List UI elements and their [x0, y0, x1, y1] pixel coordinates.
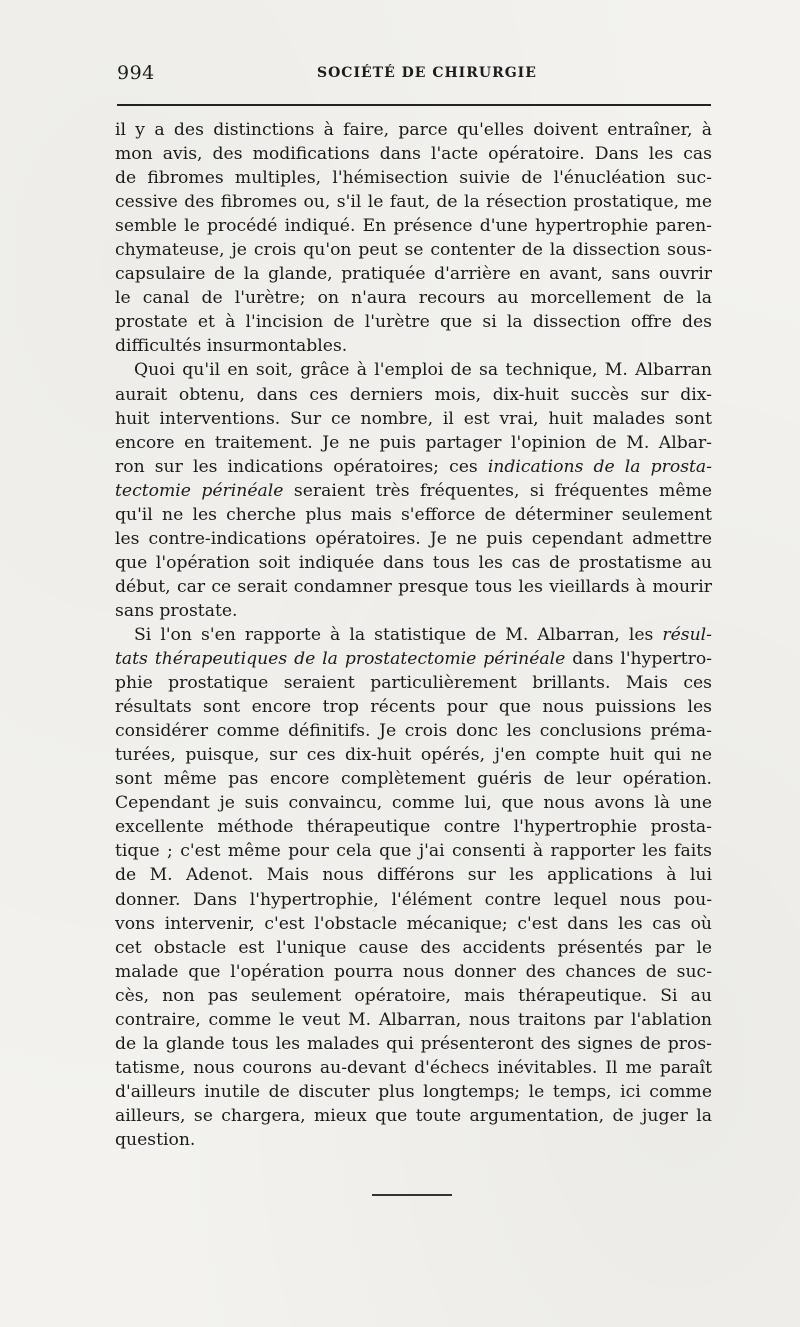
text-segment: sans prostate.	[115, 600, 238, 621]
text-segment: turées, puisque, sur ces dix-huit opérés, j'en compte huit qui ne	[115, 745, 712, 766]
text-segment: huit interventions. Sur ce nombre, il est vrai, huit malades sont	[115, 408, 712, 429]
text-segment: cet obstacle est l'unique cause des accidents présentés par le	[115, 937, 712, 958]
text-line	[115, 839, 712, 863]
text-line	[115, 1008, 712, 1032]
text-line	[115, 503, 712, 527]
text-line	[115, 695, 712, 719]
running-head	[117, 62, 711, 92]
text-line	[115, 671, 712, 695]
text-segment: de M. Adenot. Mais nous différons sur les applications à lui	[115, 865, 712, 886]
text-line	[115, 599, 712, 623]
text-line	[115, 647, 712, 671]
text-line	[115, 238, 712, 262]
text-line	[115, 815, 712, 839]
text-segment: le canal de l'urètre; on n'aura recours au morcellement de la	[115, 288, 712, 309]
text-line	[115, 214, 712, 238]
text-line	[115, 1080, 712, 1104]
text-segment: excellente méthode thérapeutique contre l'hypertrophie prosta-	[115, 817, 712, 838]
text-segment: encore en traitement. Je ne puis partager l'opinion de M. Albar-	[115, 432, 712, 453]
italic-text: tectomie périnéale	[115, 480, 284, 501]
text-segment: capsulaire de la glande, pratiquée d'arrière en avant, sans ouvrir	[115, 264, 712, 285]
text-line	[115, 407, 712, 431]
text-segment: résultats sont encore trop récents pour que nous puissions les	[115, 697, 712, 718]
text-segment: vons intervenir, c'est l'obstacle mécanique; c'est dans les cas où	[115, 913, 712, 934]
text-line	[115, 118, 712, 142]
text-line	[115, 383, 712, 407]
text-segment: question.	[115, 1129, 196, 1150]
text-segment: ailleurs, se chargera, mieux que toute argumentation, de juger la	[115, 1105, 712, 1126]
text-line	[115, 888, 712, 912]
text-line	[115, 190, 712, 214]
text-line	[115, 527, 712, 551]
text-segment: cès, non pas seulement opératoire, mais thérapeutique. Si au	[115, 985, 712, 1006]
text-segment: sont même pas encore complètement guéris de leur opération.	[115, 769, 712, 790]
text-line	[115, 912, 712, 936]
text-segment: prostate et à l'incision de l'urètre que si la dissection offre des	[115, 312, 712, 333]
text-segment: difficultés insurmontables.	[115, 336, 348, 357]
text-line	[115, 455, 712, 479]
text-line	[115, 1128, 712, 1152]
text-line	[115, 1056, 712, 1080]
text-segment: de la glande tous les malades qui présenteront des signes de pros-	[115, 1033, 712, 1054]
header-rule	[117, 104, 711, 106]
text-line	[115, 743, 712, 767]
text-line	[115, 1032, 712, 1056]
text-segment: mon avis, des modifications dans l'acte opératoire. Dans les cas	[115, 144, 712, 165]
text-line	[115, 286, 712, 310]
text-segment: cessive des fibromes ou, s'il le faut, de la résection prostatique, me	[115, 192, 712, 213]
text-line	[115, 719, 712, 743]
italic-text: résul-	[662, 624, 712, 645]
text-line	[115, 960, 712, 984]
text-segment: contraire, comme le veut M. Albarran, nous traitons par l'ablation	[115, 1009, 712, 1030]
text-segment: qu'il ne les cherche plus mais s'efforce de déterminer seulement	[115, 504, 712, 525]
text-segment: tatisme, nous courons au-devant d'échecs inévitables. Il me paraît	[115, 1057, 712, 1078]
text-segment: phie prostatique seraient particulièrement brillants. Mais ces	[115, 673, 712, 694]
text-segment: donner. Dans l'hypertrophie, l'élément contre lequel nous pou-	[115, 889, 712, 910]
text-segment: Cependant je suis convaincu, comme lui, que nous avons là une	[115, 793, 712, 814]
text-segment: il y a des distinctions à faire, parce qu'elles doivent entraîner, à	[115, 120, 712, 140]
text-line	[115, 623, 712, 647]
text-segment: Quoi qu'il en soit, grâce à l'emploi de sa technique, M. Albarran	[134, 360, 712, 381]
text-segment: seraient très fréquentes, si fréquentes même	[283, 480, 712, 501]
text-line	[115, 310, 712, 334]
text-line	[115, 479, 712, 503]
text-line	[115, 575, 712, 599]
text-line	[115, 431, 712, 455]
italic-text: indications de la prosta-	[487, 456, 712, 477]
body-text	[115, 118, 712, 1152]
text-segment: ron sur les indications opératoires; ces	[115, 456, 488, 477]
text-segment: considérer comme définitifs. Je crois donc les conclusions préma-	[115, 721, 712, 742]
text-line	[115, 551, 712, 575]
text-segment: Si l'on s'en rapporte à la statistique de M. Albarran, les	[134, 624, 663, 645]
text-line	[115, 984, 712, 1008]
text-segment: malade que l'opération pourra nous donner des chances de suc-	[115, 961, 712, 982]
page-number: 994	[117, 62, 155, 84]
text-line	[115, 863, 712, 887]
text-line	[115, 358, 712, 382]
text-line	[115, 1104, 712, 1128]
text-line	[115, 142, 712, 166]
text-segment: aurait obtenu, dans ces derniers mois, dix-huit succès sur dix-	[115, 384, 712, 405]
text-line	[115, 936, 712, 960]
running-title: SOCIÉTÉ DE CHIRURGIE	[317, 65, 537, 81]
text-segment: chymateuse, je crois qu'on peut se contenter de la dissection sous-	[115, 240, 712, 261]
italic-text: tats thérapeutiques de la prostatectomie périnéale	[115, 649, 566, 670]
text-segment: semble le procédé indiqué. En présence d'une hypertrophie paren-	[115, 216, 712, 237]
text-line	[115, 334, 712, 358]
text-line	[115, 767, 712, 791]
text-segment: d'ailleurs inutile de discuter plus longtemps; le temps, ici comme	[115, 1081, 712, 1102]
text-line	[115, 166, 712, 190]
text-segment: dans l'hypertro-	[565, 649, 712, 670]
text-segment: tique ; c'est même pour cela que j'ai consenti à rapporter les faits	[115, 841, 712, 862]
text-segment: les contre-indications opératoires. Je ne puis cependant admettre	[115, 528, 712, 549]
text-line	[115, 262, 712, 286]
text-line	[115, 791, 712, 815]
text-segment: début, car ce serait condamner presque tous les vieillards à mourir	[115, 576, 712, 597]
end-rule	[372, 1194, 452, 1196]
text-segment: de fibromes multiples, l'hémisection suivie de l'énucléation suc-	[115, 168, 712, 189]
text-segment: que l'opération soit indiquée dans tous les cas de prostatisme au	[115, 552, 712, 573]
